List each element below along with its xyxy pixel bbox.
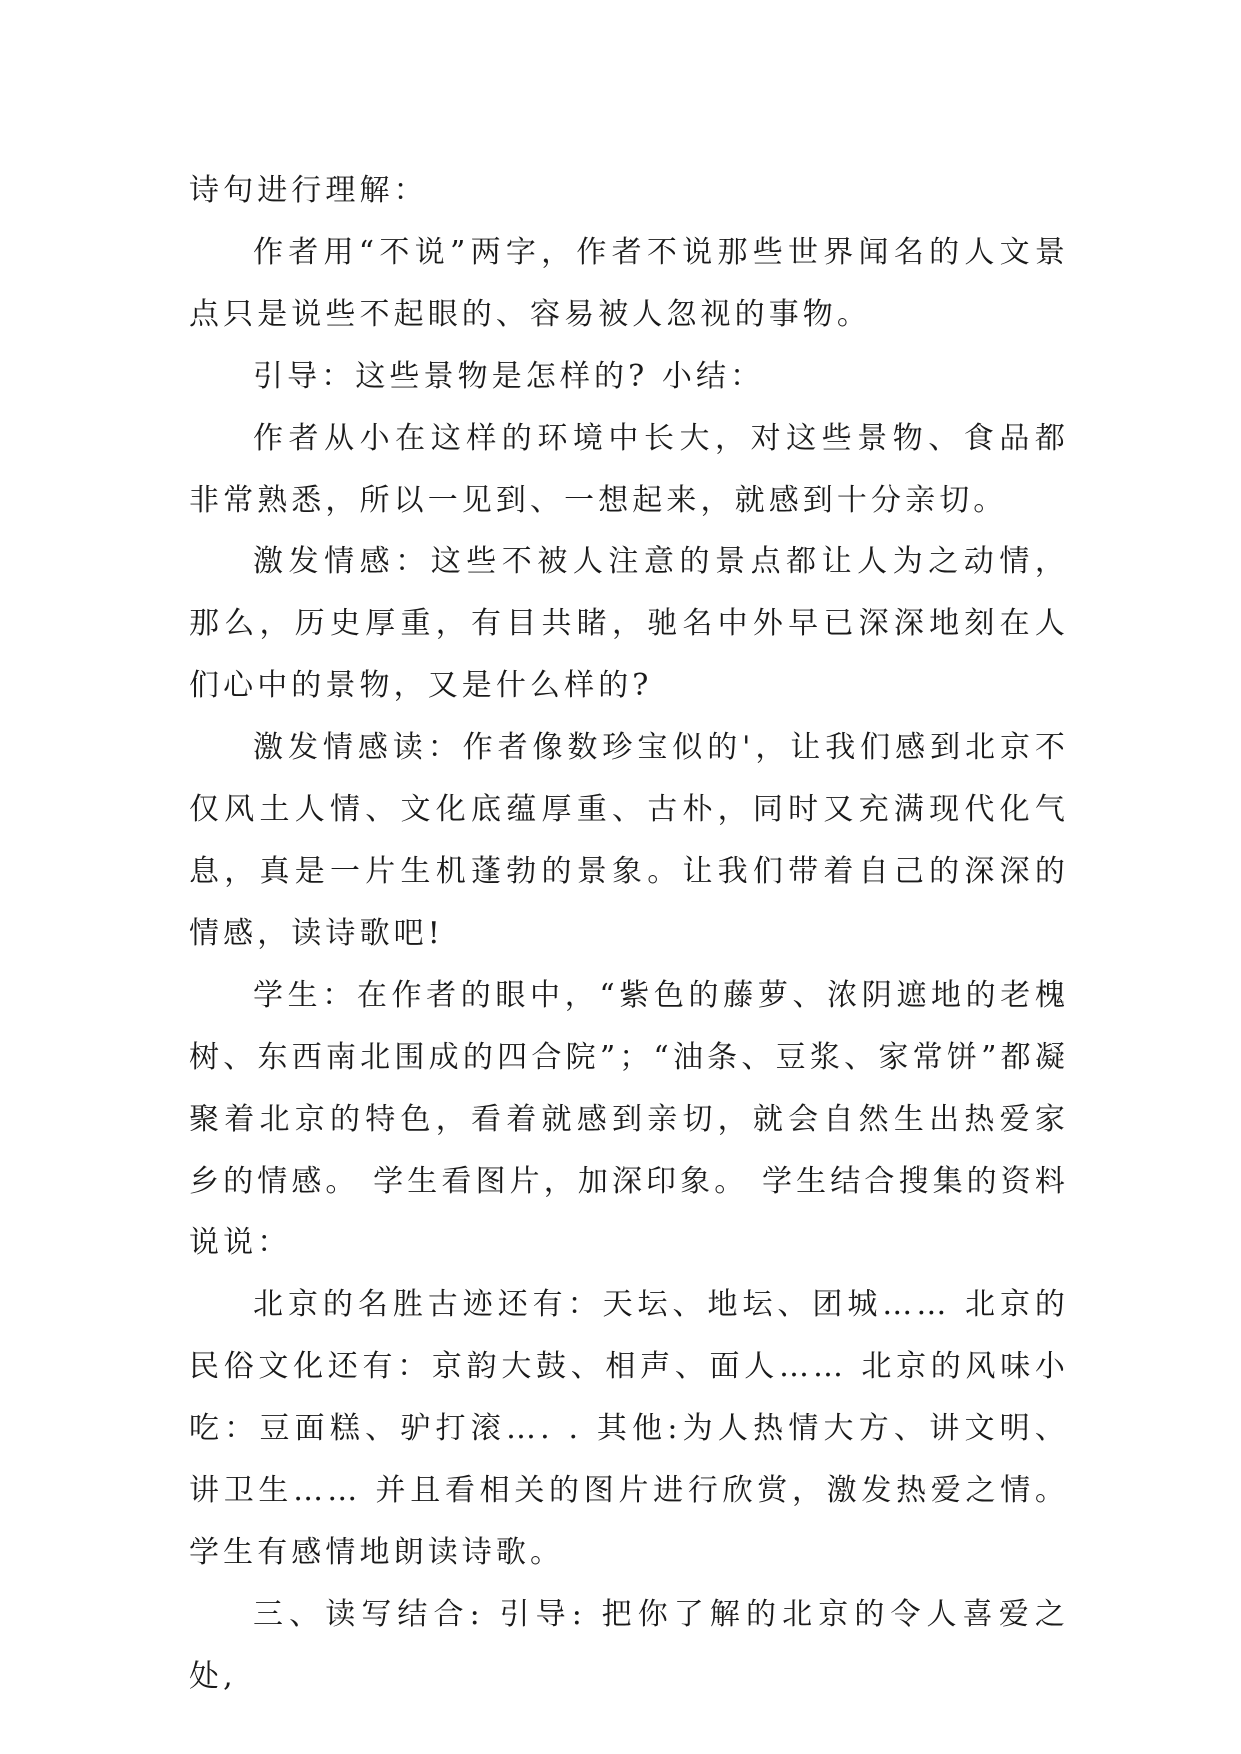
paragraph-9: 三、读写结合: 引导: 把你了解的北京的令人喜爱之处, (189, 1596, 1069, 1694)
document-body (189, 160, 1069, 1708)
paragraph-8: 北京的名胜古迹还有：天坛、地坛、团城…… 北京的民俗文化还有：京韵大鼓、相声、面人…… 北京的风味小吃：豆面糕、驴打滚…. . 其他:为人热情大方、讲文明、讲卫生…… 并且看相关的图片进行欣赏，激发热爱之情。 学生有感情地朗读诗歌。 (189, 1287, 1069, 1570)
paragraph-6: 激发情感读：作者像数珍宝似的'，让我们感到北京不仅风土人情、文化底蕴厚重、古朴，同时又充满现代化气息，真是一片生机蓬勃的景象。让我们带着自己的深深的情感，读诗歌吧! (189, 730, 1069, 951)
paragraph-3: 引导：这些景物是怎样的? 小结： (253, 358, 765, 394)
paragraph-1: 诗句进行理解： (189, 173, 428, 208)
paragraph-2: 作者用“不说”两字，作者不说那些世界闻名的人文景点只是说些不起眼的、容易被人忽视的事物。 (189, 234, 1069, 332)
paragraph-5: 激发情感：这些不被人注意的景点都让人为之动情，那么，历史厚重，有目共睹，驰名中外早已深深地刻在人们心中的景物，又是什么样的? (189, 544, 1069, 704)
paragraph-7: 学生：在作者的眼中，“紫色的藤萝、浓阴遮地的老槐树、东西南北围成的四合院”；“油条、豆浆、家常饼”都凝聚着北京的特色，看着就感到亲切，就会自然生出热爱家乡的情感。 学生看图片，加深印象。 学生结合搜集的资料说说： (189, 977, 1069, 1261)
paragraph-4: 作者从小在这样的环境中长大，对这些景物、食品都非常熟悉，所以一见到、一想起来，就感到十分亲切。 (189, 420, 1069, 518)
